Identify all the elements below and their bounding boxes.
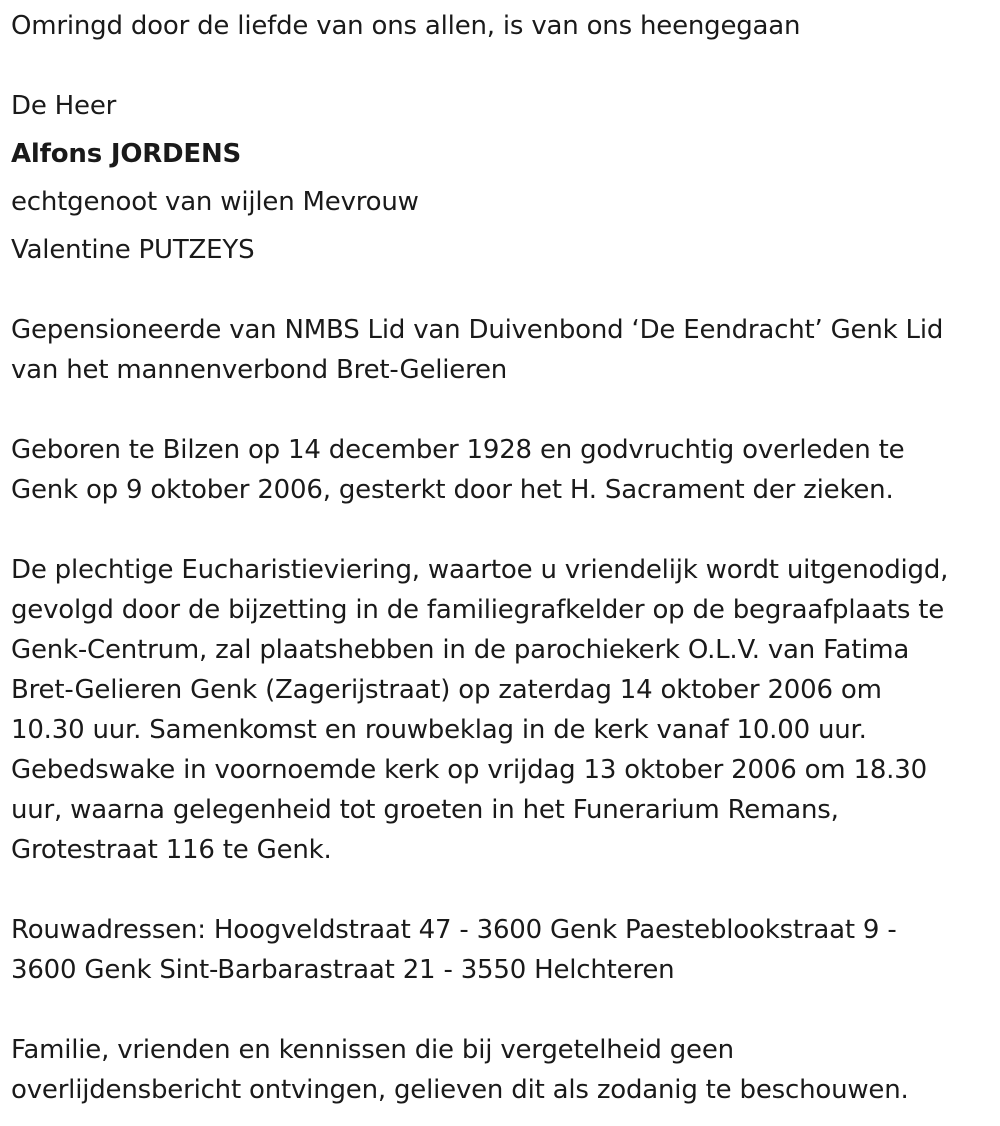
ceremony-line: Genk-Centrum, zal plaatshebben in de parochiekerk O.L.V. van Fatima xyxy=(11,635,910,665)
closing-line: overlijdensbericht ontvingen, gelieven dit als zodanig te beschouwen. xyxy=(11,1075,909,1105)
occupation-line: van het mannenverbond Bret-Gelieren xyxy=(11,355,508,385)
ceremony-line: De plechtige Eucharistieviering, waartoe u vriendelijk wordt uitgenodigd, xyxy=(11,555,949,585)
closing-paragraph xyxy=(11,1030,909,1110)
ceremony-line: Gebedswake in voornoemde kerk op vrijdag 13 oktober 2006 om 18.30 xyxy=(11,755,927,785)
occupation-paragraph xyxy=(11,310,943,390)
address-line: Rouwadressen: Hoogveldstraat 47 - 3600 Genk Paesteblookstraat 9 - xyxy=(11,915,897,945)
birth-death-paragraph xyxy=(11,430,904,510)
address-line: 3600 Genk Sint-Barbarastraat 21 - 3550 Helchteren xyxy=(11,955,675,985)
ceremony-paragraph xyxy=(11,550,948,870)
ceremony-line: 10.30 uur. Samenkomst en rouwbeklag in de kerk vanaf 10.00 uur. xyxy=(11,715,867,745)
honorific: De Heer xyxy=(11,91,117,121)
spouse-line-1: echtgenoot van wijlen Mevrouw xyxy=(11,187,419,217)
deceased-name: Alfons JORDENS xyxy=(11,139,242,169)
intro-text: Omringd door de liefde van ons allen, is van ons heengegaan xyxy=(11,11,801,41)
ceremony-line: Grotestraat 116 te Genk. xyxy=(11,835,332,865)
spouse-line-2: Valentine PUTZEYS xyxy=(11,235,255,265)
birth-death-line: Genk op 9 oktober 2006, gesterkt door het H. Sacrament der zieken. xyxy=(11,475,894,505)
occupation-line: Gepensioneerde van NMBS Lid van Duivenbond ‘De Eendracht’ Genk Lid xyxy=(11,315,944,345)
closing-line: Familie, vrienden en kennissen die bij vergetelheid geen xyxy=(11,1035,734,1065)
addresses-paragraph xyxy=(11,910,897,990)
ceremony-line: Bret-Gelieren Genk (Zagerijstraat) op zaterdag 14 oktober 2006 om xyxy=(11,675,882,705)
ceremony-line: gevolgd door de bijzetting in de familiegrafkelder op de begraafplaats te xyxy=(11,595,945,625)
ceremony-line: uur, waarna gelegenheid tot groeten in het Funerarium Remans, xyxy=(11,795,839,825)
birth-death-line: Geboren te Bilzen op 14 december 1928 en godvruchtig overleden te xyxy=(11,435,905,465)
